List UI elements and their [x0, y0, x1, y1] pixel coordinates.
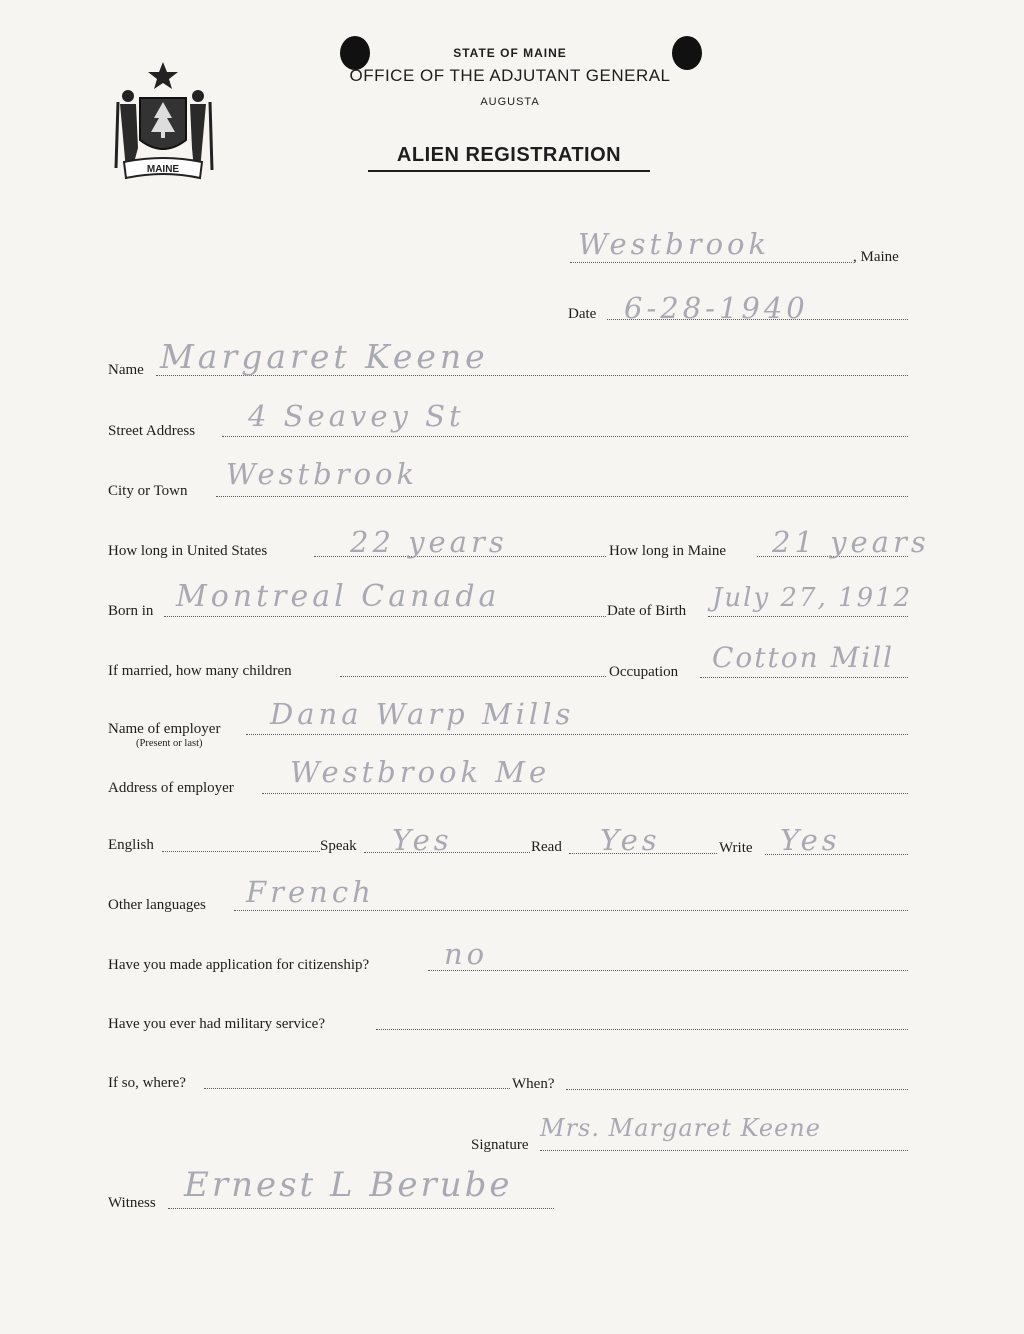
children-line	[340, 676, 606, 677]
speak-label: Speak	[320, 838, 357, 854]
how-long-us-label: How long in United States	[108, 543, 268, 559]
read-label: Read	[531, 839, 562, 855]
seal-banner-text: MAINE	[146, 164, 180, 175]
occupation-line	[700, 677, 908, 678]
signature-line	[540, 1150, 908, 1151]
citizenship-line	[428, 970, 908, 971]
signature-value[interactable]: Mrs. Margaret Keene	[540, 1114, 821, 1142]
other-languages-value[interactable]: French	[246, 875, 375, 909]
street-line	[222, 436, 908, 437]
military-line	[376, 1029, 908, 1030]
street-value[interactable]: 4 Seavey St	[248, 399, 465, 433]
employer-address-line	[262, 793, 908, 794]
citizenship-label: Have you made application for citizenship?	[108, 957, 370, 973]
name-value[interactable]: Margaret Keene	[160, 337, 489, 376]
town-value[interactable]: Westbrook	[578, 227, 771, 261]
employer-label: Name of employer	[108, 721, 221, 737]
born-in-value[interactable]: Montreal Canada	[176, 579, 501, 614]
office-heading: OFFICE OF THE ADJUTANT GENERAL	[349, 66, 671, 85]
witness-value[interactable]: Ernest L Berube	[184, 1165, 513, 1205]
maine-state-seal-icon	[110, 58, 216, 180]
speak-value[interactable]: Yes	[392, 823, 453, 857]
witness-line	[168, 1208, 554, 1209]
if-so-where-line	[204, 1088, 510, 1089]
dob-label: Date of Birth	[607, 603, 687, 619]
date-label: Date	[568, 306, 597, 322]
town-line	[570, 262, 852, 263]
town-suffix: , Maine	[853, 249, 899, 265]
signature-label: Signature	[471, 1137, 529, 1153]
occupation-label: Occupation	[609, 664, 679, 680]
how-long-maine-value[interactable]: 21 years	[772, 525, 930, 559]
title-underline	[368, 170, 650, 172]
when-label: When?	[512, 1076, 555, 1092]
if-so-where-label: If so, where?	[108, 1075, 186, 1091]
state-heading: STATE OF MAINE	[453, 46, 567, 60]
born-in-line	[164, 616, 606, 617]
form-title: ALIEN REGISTRATION	[396, 144, 622, 166]
english-line	[162, 851, 320, 852]
other-languages-line	[234, 910, 908, 911]
read-value[interactable]: Yes	[600, 823, 661, 857]
how-long-maine-label: How long in Maine	[609, 543, 727, 559]
born-in-label: Born in	[108, 603, 154, 619]
employer-line	[246, 734, 908, 735]
name-label: Name	[108, 362, 144, 378]
city-line	[216, 496, 908, 497]
military-label: Have you ever had military service?	[108, 1016, 325, 1032]
children-label: If married, how many children	[108, 663, 292, 679]
english-label: English	[108, 837, 154, 853]
write-value[interactable]: Yes	[780, 823, 841, 857]
when-line	[566, 1089, 908, 1090]
dob-value[interactable]: July 27, 1912	[712, 583, 913, 613]
date-value[interactable]: 6-28-1940	[624, 291, 809, 325]
city-value[interactable]: Westbrook	[226, 457, 419, 491]
employer-address-label: Address of employer	[108, 780, 234, 796]
employer-address-value[interactable]: Westbrook Me	[290, 755, 551, 789]
street-label: Street Address	[108, 423, 196, 439]
occupation-value[interactable]: Cotton Mill	[712, 641, 895, 674]
how-long-us-value[interactable]: 22 years	[350, 525, 508, 559]
employer-sublabel: (Present or last)	[136, 738, 203, 749]
witness-label: Witness	[108, 1195, 156, 1211]
other-languages-label: Other languages	[108, 897, 206, 913]
employer-value[interactable]: Dana Warp Mills	[270, 697, 575, 731]
dob-line	[708, 616, 908, 617]
city-label: City or Town	[108, 483, 188, 499]
city-heading: AUGUSTA	[480, 96, 540, 108]
write-label: Write	[719, 840, 753, 856]
citizenship-value[interactable]: no	[444, 937, 489, 971]
